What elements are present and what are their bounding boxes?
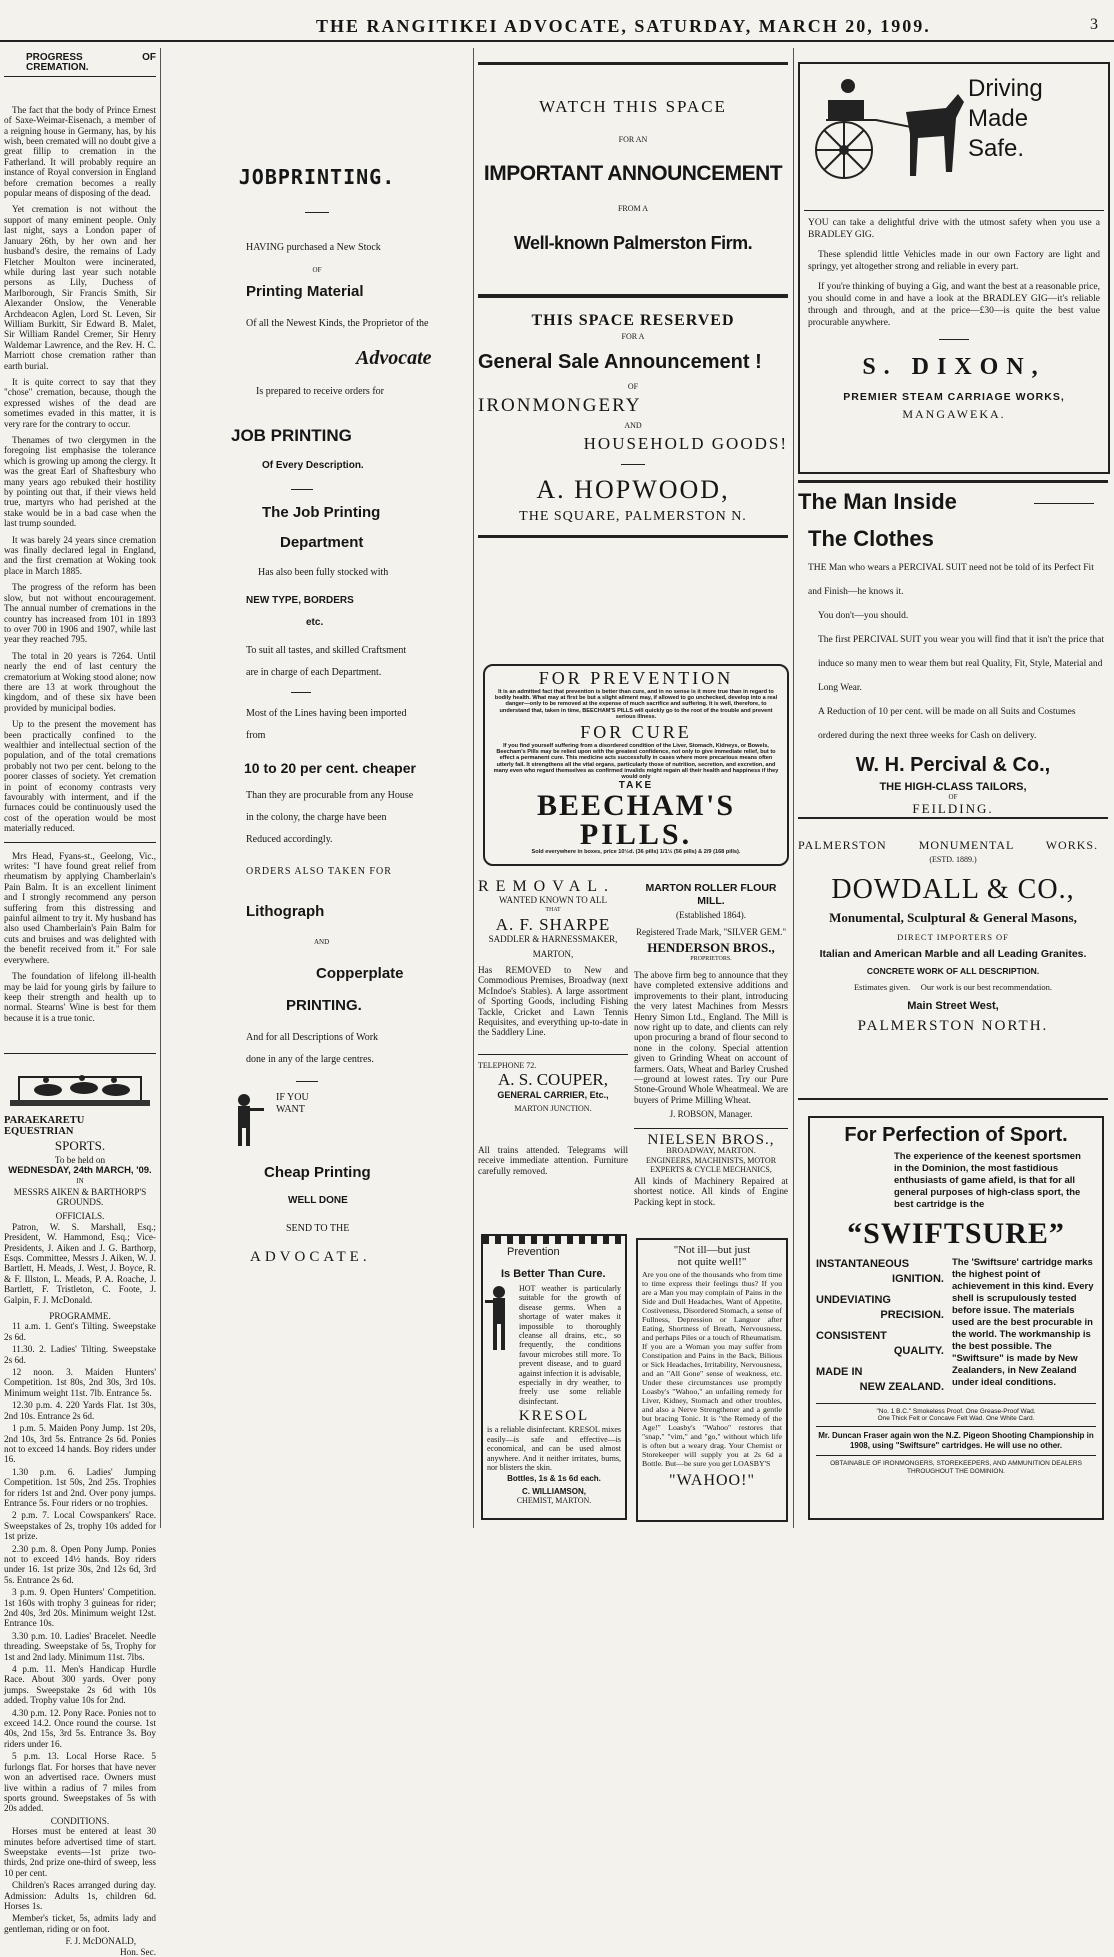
gig-ad bbox=[798, 62, 1110, 474]
of-label: OF bbox=[312, 266, 322, 274]
send-to: SEND TO THE bbox=[286, 1223, 350, 1234]
kresol-ad bbox=[481, 1234, 627, 1520]
prepared-text: Is prepared to receive orders for bbox=[256, 386, 384, 397]
and-label: AND bbox=[624, 421, 642, 430]
for-an: FOR AN bbox=[618, 135, 648, 144]
masthead bbox=[0, 10, 1114, 42]
monumental-ad bbox=[798, 838, 1108, 1100]
programme-item: 5 p.m. 13. Local Horse Race. 5 furlongs flat. For horses that have never won an advertised race. Owners must live within a radius of 7 miles from sports ground. Sweepstakes of 5s with 20s added. bbox=[4, 1751, 156, 1814]
copperplate: Copperplate bbox=[316, 965, 404, 982]
man-inside: The Man Inside bbox=[798, 489, 957, 514]
mill-established: (Established 1864). bbox=[676, 910, 746, 920]
kresol-title-1: Prevention bbox=[507, 1246, 560, 1258]
programme-item: 11.30. 2. Ladies' Tilting. Sweepstake 2s 6d. bbox=[4, 1344, 156, 1365]
conditions-heading: CONDITIONS. bbox=[50, 1815, 110, 1826]
signer-role: Hon. Sec. bbox=[120, 1946, 156, 1957]
hopwood-address: THE SQUARE, PALMERSTON N. bbox=[519, 509, 747, 524]
couper-place: MARTON JUNCTION. bbox=[514, 1104, 592, 1114]
newspaper-title: THE RANGITIKEI ADVOCATE, SATURDAY, MARCH 20, 1909. bbox=[316, 16, 931, 36]
nielsen-body: All kinds of Machinery Repaired at shortest notice. All kinds of Engine Packing kept in stock. bbox=[634, 1175, 788, 1207]
feature-new-zealand: NEW ZEALAND. bbox=[859, 1381, 944, 1393]
feature-undeviating: UNDEVIATING bbox=[816, 1294, 891, 1306]
wahoo-title-2: not quite well!" bbox=[677, 1256, 747, 1268]
stearns-paragraph: The foundation of lifelong ill-health may be laid for young girls by failure to keep their strength and health up to normal. Stearns' Wine is best for them because it is a true tonic. bbox=[4, 971, 156, 1023]
new-type: NEW TYPE, BORDERS bbox=[246, 595, 354, 606]
most-lines: Most of the Lines having been imported from bbox=[246, 708, 407, 741]
cheaper-heading: 10 to 20 per cent. cheaper bbox=[244, 760, 416, 776]
dowdall-name: DOWDALL & CO., bbox=[831, 874, 1075, 905]
kresol-chemist: C. WILLIAMSON, bbox=[522, 1487, 586, 1497]
feature-made-in: MADE IN bbox=[816, 1366, 863, 1378]
gig-para-1: YOU can take a delightful drive with the utmost safety when you use a BRADLEY GIG. bbox=[808, 218, 1100, 240]
conditions-item: Member's ticket, 5s, admits lady and gentleman, riding or on foot. bbox=[4, 1913, 156, 1934]
cure-text: If you find yourself suffering from a disordered condition of the Liver, Stomach, Kidneys, or Bowels, Beecham's Pills may be relied upon with the greatest confidence, not only to give immediate relief, but to effect a permanent cure. This medicine acts successfully in cases where more precarious means often utterly fail. It strengthens all the vital organs, particularly those of nutrition, secretion, and excretion, and many even who regard themselves as confirmed invalids might regain all their health and happiness if they would only bbox=[493, 743, 779, 781]
advocate-label: Advocate bbox=[356, 347, 432, 369]
mill-trademark: Registered Trade Mark, "SILVER GEM." bbox=[635, 926, 786, 937]
of-label: OF bbox=[627, 382, 639, 391]
article-paragraph: Yet cremation is not without the support of many eminent people. Only last night, says a London paper of January 26th, by her own and her husband's desire, the remains of Lady Fletcher Moulton were incinerated, while during last year such notable persons as Lily, Duchess of Marlborough, Sir Francis Smith, Sir Alexander Onslow, the Venerable Archdeacon Aglen, Lord St. Leven, Sir William Burkitt, Sir Edward B. Malet, Sir William Randel Cremer, Sir Henry Waldemar Lawrence, and the Rev. H. C. Marriott chose cremation rather than earth burial. bbox=[4, 204, 156, 371]
than-they: Than they are procurable from any House in the colony, the charge have been Reduced accordingly. bbox=[246, 790, 414, 845]
balm-paragraph: Mrs Head, Fyans-st., Geelong, Vic., writes: "I have found great relief from rheumatism by applying Chamberlain's Pain Balm. It is an excellent liniment and I strongly recommend any person suffering from this distressing and painful ailment to try it. My husband has also used Chamberlain's Pain Balm for cuts and bruises and was delighted with the benefit received from it." For sale everywhere. bbox=[4, 850, 156, 965]
palmerston-north: PALMERSTON NORTH. bbox=[857, 1018, 1049, 1034]
percival-para-1: THE Man who wears a PERCIVAL SUIT need not be told of its Perfect Fit and Finish—he knows it. bbox=[808, 563, 1094, 597]
ironmongery: IRONMONGERY bbox=[478, 395, 642, 416]
jobprinting-title: JOBPRINTING. bbox=[238, 165, 396, 189]
percival-para-3: The first PERCIVAL SUIT you wear you will find that it isn't the price that induce so many men to wear them but real Quality, Fit, Style, Material and Long Wear. bbox=[818, 635, 1104, 693]
made-word: Made bbox=[968, 105, 1029, 132]
palmerston-firm: Well-known Palmerston Firm. bbox=[513, 233, 753, 253]
beecham-ad bbox=[483, 664, 789, 866]
sports-subtitle: SPORTS. bbox=[54, 1137, 106, 1153]
programme-item: 3 p.m. 9. Open Hunters' Competition. 1st 160s with trophy 3 guineas for rider; 2nd 40s, 3rd 20s. Minimum weight 12st. Entrance 10s. bbox=[4, 1587, 156, 1629]
sharpe-trade: SADDLER & HARNESSMAKER, bbox=[488, 934, 618, 944]
signer: F. J. McDONALD, bbox=[65, 1936, 136, 1947]
swiftsure-ad bbox=[808, 1116, 1104, 1520]
feature-quality: QUALITY. bbox=[893, 1345, 944, 1357]
well-done: WELL DONE bbox=[288, 1195, 348, 1206]
if-you-want: IF YOU WANT bbox=[276, 1092, 309, 1115]
monumental-title: PALMERSTON MONUMENTAL WORKS. bbox=[798, 838, 1099, 852]
column-one bbox=[4, 48, 156, 1957]
lithograph: Lithograph bbox=[246, 903, 325, 920]
percival-name: W. H. Percival & Co., bbox=[855, 754, 1051, 776]
man-figure-illustration bbox=[483, 1284, 519, 1406]
gig-para-3: If you're thinking of buying a Gig, and want the best at a reasonable price, you should come in and have a look at the BRADLEY GIG—it's reliable through and through, and at the price—£30—is quite the best value procurable anywhere. bbox=[808, 282, 1100, 328]
the-clothes: The Clothes bbox=[808, 526, 934, 551]
programme-item: 12 noon. 3. Maiden Hunters' Competition. 1st 80s, 2nd 30s, 3rd 10s. Minimum weight 11st. 7lb. Entrance 5s. bbox=[4, 1367, 156, 1398]
programme-item: 12.30 p.m. 4. 220 Yards Flat. 1st 30s, 2nd 10s. Entrance 2s 6d. bbox=[4, 1400, 156, 1421]
programme-item: 4.30 p.m. 12. Pony Race. Ponies not to exceed 14.2. Once round the course. 1st 40s, 2nd 15s, 3rd 5s. Entrance 3s. Boy riders under 16. bbox=[4, 1707, 156, 1749]
kresol-price: Bottles, 1s & 1s 6d each. bbox=[507, 1474, 601, 1484]
kresol-body: HOT weather is particularly suitable for the growth of disease germs. When a shortage of water makes it impossible to thoroughly cleanse all drains, etc., so frequently, the conditions favour microbes still more. To prevent disease, and to guard against infection it is advisable, especially in dry weather, to freely use some reliable disinfectant. bbox=[519, 1284, 621, 1406]
article-paragraph: Up to the present the movement has been practically confined to the wealthier and intellectual section of the population, and of the total cremations probably not two per cent. belong to the poorer classes of society. Yet cremation in point of economy contrasts very favourably with interment, and if the furnaces could be continuously used the cost of the operation would be most materially reduced. bbox=[4, 719, 156, 834]
cheap-printing: Cheap Printing bbox=[264, 1164, 371, 1181]
wahoo-title-1: "Not ill—but just bbox=[673, 1244, 751, 1256]
swiftsure-note-1: "No. 1 B.C." Smokeless Proof. One Grease-Proof Wad. bbox=[876, 1408, 1036, 1415]
advocate-caps: ADVOCATE. bbox=[250, 1249, 371, 1265]
feature-consistent: CONSISTENT bbox=[816, 1330, 887, 1342]
programme-item: 2.30 p.m. 8. Open Pony Jump. Ponies not to exceed 14½ hands. Boy riders under 16. 1st prize 30s, 2nd 12s 6d, 3rd 5s. Entrance 2s 6d. bbox=[4, 1543, 156, 1585]
suit-tastes: To suit all tastes, and skilled Craftsment are in charge of each Department. bbox=[246, 645, 407, 678]
henderson-bros: HENDERSON BROS., bbox=[647, 940, 775, 955]
article-paragraph: It was barely 24 years since cremation was finally declared legal in England, and the first cremation at Woking took place in March 1885. bbox=[4, 534, 156, 576]
masons-trade: Monumental, Sculptural & General Masons, bbox=[829, 910, 1077, 925]
prevention-text: It is an admitted fact that prevention is better than cure, and in no sense is it more true than in regard to bodily health. What may at first be but a slight ailment may, if allowed to go unchecked, develop into a real danger—only to be removed at the expense of much sacrifice and suffering. It is well, therefore, to understand that, taken in time, BEECHAM'S PILLS will quickly go to the root of the trouble and prevent serious illness. bbox=[494, 689, 778, 720]
jobprinting-intro: HAVING purchased a New Stock bbox=[246, 242, 381, 253]
swiftsure-note-2: One Thick Felt or Concave Felt Wad. One White Card. bbox=[877, 1415, 1035, 1422]
wahoo-ad bbox=[636, 1238, 788, 1522]
hopwood-name: A. HOPWOOD, bbox=[536, 475, 730, 504]
programme-list bbox=[4, 1321, 156, 1813]
officials-list: Patron, W. S. Marshall, Esq.; President, W. Hammond, Esq.; Vice-Presidents, J. Aiken and J. G. Barthorp, Esqs. Committee, Messrs J. Aiken, W. J. Bartlett, H. Meads, J. West, J. Boyce, R. & F. Illston, L. Meads, P. A. Roache, J. Bartlett, F. Tristleton, C. Foote, J. Galpin, F. J. McDonald. bbox=[4, 1221, 156, 1305]
kresol-name: KRESOL bbox=[518, 1408, 590, 1425]
sharpe-body: Has REMOVED to New and Commodious Premises, Broadway (next McIndoe's Stables). A large assortment of Sporting Goods, including Fishing Tackle, Cricket and Lawn Tennis Requisites, and everything up-to-date in the Saddlery Line. bbox=[478, 965, 628, 1038]
article-paragraph: The progress of the reform has been slow, but not without encouragement. The annual number of cremations in the country has increased from 101 in 1893 to over 700 in 1906 and 1907, while last year they reached 795. bbox=[4, 582, 156, 645]
couper-telephone: TELEPHONE 72. bbox=[478, 1060, 537, 1070]
orders-taken: ORDERS ALSO TAKEN FOR bbox=[246, 866, 392, 877]
couper-name: A. S. COUPER, bbox=[497, 1070, 609, 1090]
article-paragraph: The fact that the body of Prince Ernest of Saxe-Weimar-Eisenach, a member of a reigning house in Germany, has, by his wish, been cremated will no doubt give a great fillip to cremation in the Fatherland. It will probably require an instance of Royal conversion in England before cremation becomes a really popular means of disposing of the dead. bbox=[4, 104, 156, 199]
column-rule bbox=[160, 48, 161, 1528]
sharpe-town: MARTON, bbox=[532, 948, 574, 959]
stocked-text: Has also been fully stocked with bbox=[258, 567, 389, 578]
and-label: AND bbox=[314, 938, 330, 946]
fraser-note: Mr. Duncan Fraser again won the N.Z. Pigeon Shooting Championship in 1908, using "Swiftsure" cartridges. He will use no other. bbox=[818, 1431, 1094, 1450]
article-paragraph: Thenames of two clergymen in the foregoing list emphasise the tolerance which is growing up among the clergy. It was the great Earl of Shaftesbury who many years ago rebuked their hostility by pointing out that, if their views held true, martyrs who had perished at the stake would be in a bad case when the last trump sounded. bbox=[4, 435, 156, 529]
beechams-name: BEECHAM'S bbox=[536, 789, 736, 823]
take-label: TAKE bbox=[618, 780, 654, 792]
article-paragraph: The total in 20 years is 7264. Until nearly the end of last century the crematorium at Woking stood alone; now there are 13 at work throughout the kingdom, and of these six have been provided by municipal bodies. bbox=[4, 650, 156, 713]
pills-name: PILLS. bbox=[579, 818, 693, 852]
general-sale: General Sale Announcement ! bbox=[478, 351, 762, 373]
sharpe-name: A. F. SHARPE bbox=[495, 914, 611, 934]
kresol-title-2: Is Better Than Cure. bbox=[501, 1268, 606, 1280]
obtainable-note: OBTAINABLE OF IRONMONGERS, STOREKEEPERS, AND AMMUNITION DEALERS THROUGHOUT THE DOMINION. bbox=[830, 1460, 1082, 1475]
swiftsure-name: “SWIFTSURE” bbox=[847, 1217, 1065, 1250]
of-label: OF bbox=[948, 793, 958, 801]
carriage-works: PREMIER STEAM CARRIAGE WORKS, bbox=[843, 391, 1065, 403]
wanted-known: WANTED KNOWN TO ALL bbox=[499, 894, 607, 905]
feature-ignition: IGNITION. bbox=[892, 1273, 944, 1285]
nielsen-trade: ENGINEERS, MACHINISTS, MOTOR EXPERTS & CYCLE MECHANICS, bbox=[645, 1155, 777, 1174]
programme-item: 1 p.m. 5. Maiden Pony Jump. 1st 20s, 2nd 10s, 3rd 5s. Entrance 2s 6d. Ponies not to exceed 14 hands. Boy riders under 16. bbox=[4, 1423, 156, 1465]
pointing-man-illustration bbox=[226, 1092, 266, 1157]
printing-material: Printing Material bbox=[246, 283, 364, 300]
gig-para-2: These splendid little Vehicles made in our own Factory are light and springy, yet altogether strong and reliable in every part. bbox=[808, 250, 1100, 272]
mangaweka: MANGAWEKA. bbox=[902, 407, 1006, 421]
from-a: FROM A bbox=[617, 204, 648, 213]
cremation-title: PROGRESS OF CREMATION. bbox=[4, 48, 156, 77]
column-two bbox=[166, 48, 468, 1528]
sold-everywhere: Sold everywhere in boxes, price 10½d. (36 pills) 1/1½ (56 pills) & 2/9 (168 pills). bbox=[531, 849, 741, 856]
percival-para-2: You don't—you should. bbox=[818, 611, 909, 621]
sports-where: MESSRS AIKEN & BARTHORP'S GROUNDS. bbox=[13, 1186, 147, 1207]
feature-precision: PRECISION. bbox=[880, 1309, 944, 1321]
wahoo-name: "WAHOO!" bbox=[669, 1472, 755, 1489]
article-paragraph: It is quite correct to say that they "chose" cremation, because, though the expressed wishes of the dead are sometimes evaded in this matter, it is very rare for the contrary to occur. bbox=[4, 376, 156, 429]
etc-label: etc. bbox=[306, 617, 324, 628]
percival-ad bbox=[798, 480, 1108, 819]
page-number: 3 bbox=[1090, 16, 1098, 33]
percival-para-4: A Reduction of 10 per cent. will be made on all Suits and Costumes ordered during the next three weeks for Cash on delivery. bbox=[818, 707, 1076, 741]
driving-made-safe bbox=[968, 74, 1043, 164]
cremation-article bbox=[4, 105, 156, 834]
for-prevention: FOR PREVENTION bbox=[538, 668, 734, 688]
swiftsure-description: The 'Swiftsure' cartridge marks the highest point of achievement in this kind. Every shell is scrupulously tested before issue. The materials used are the best procurable in the world. The workmanship is the best possible. The "Swiftsure" is made by New Zealanders, in New Zealand under ideal conditions. bbox=[952, 1257, 1094, 1388]
kresol-place: CHEMIST, MARTON. bbox=[516, 1496, 592, 1506]
horse-gig-illustration bbox=[806, 72, 966, 201]
printing-label: PRINTING. bbox=[286, 997, 362, 1014]
sports-in: IN bbox=[76, 1177, 84, 1186]
column-rule bbox=[793, 48, 794, 1528]
mill-title: MARTON ROLLER FLOUR MILL. bbox=[645, 882, 777, 907]
feilding: FEILDING. bbox=[912, 801, 994, 816]
kresol-body-2: is a reliable disinfectant. KRESOL mixes easily—is safe and effective—is economical, and can be used almost anywhere. And it neither irritates, burns, nor blisters the skin. bbox=[487, 1425, 621, 1472]
programme-item: 11 a.m. 1. Gent's Tilting. Sweepstake 2s 6d. bbox=[4, 1321, 156, 1342]
mill-manager: J. ROBSON, Manager. bbox=[669, 1109, 753, 1120]
officials-heading: OFFICIALS. bbox=[55, 1211, 105, 1222]
dixon-name: S. DIXON, bbox=[862, 354, 1046, 380]
wahoo-body: Are you one of the thousands who from time to time express their feelings thus? If you are a Man you may complain of Pains in the Side and Dull Headaches, Want of Appetite, Costiveness, Disordered Stomach, a sense of Fullness, Depression or Languor after Eating, Shortness of Breath, Nervousness, and perhaps Piles or a touch of Rheumatism. If you are a Woman you may suffer from Constipation and Pains in the Back, Bilious or Sick Headaches, Irritability, Nervousness, and an "All Gone" sense of weakness, etc. Under these circumstances use promptly Loasby's "Wahoo," an unfailing remedy for Liver, Kidney, Stomach and other troubles, and also a Nerve Strengthener and a gentle but bracing Tonic. It is "the Remedy of the Age!" Loasby's "Wahoo" restores that "snap," "vim," and "go," without which life is often but a weary drag. Your Chemist or Storekeeper will supply you at 2s 6d a Bottle. But—be sure you get LOASBY'S bbox=[642, 1270, 782, 1468]
space-reserved: THIS SPACE RESERVED bbox=[531, 312, 735, 329]
mill-body: The above firm beg to announce that they have completed extensive additions and improvements to their plant, introducing the very latest Machines from Messrs Henry Simon Ltd., England. The Mill is now right up to date, and clients can rely upon procuring a brand of flour second to none in the colony. Special attention given to Grinding Wheat on account of farmers. Oats, Wheat and Barley Crushed—ground at lowest rates. Try our Pure Stone-Ground Whole Wheatmeal. We are buyers of Prime Milling Wheat. bbox=[634, 970, 788, 1105]
for-cure: FOR CURE bbox=[580, 722, 692, 743]
watch-space: WATCH THIS SPACE bbox=[539, 97, 727, 116]
marble-granites: Italian and American Marble and all Leading Granites. bbox=[819, 948, 1087, 960]
concrete-work: CONCRETE WORK OF ALL DESCRIPTION. bbox=[866, 966, 1040, 976]
job-dept-2: Department bbox=[280, 534, 364, 551]
monumental-est: (ESTD. 1889.) bbox=[929, 855, 977, 864]
descriptions-text: And for all Descriptions of Work done in any of the large centres. bbox=[246, 1032, 379, 1065]
swiftsure-intro: The experience of the keenest sportsmen in the Dominion, the most fastidious enthusiasts of game afield, is that for all general purposes of high-class sport, the best cartridge is the bbox=[894, 1151, 1081, 1210]
sports-date: WEDNESDAY, 24th MARCH, '09. bbox=[8, 1164, 152, 1176]
for-a: FOR A bbox=[621, 332, 645, 341]
every-description: Of Every Description. bbox=[262, 460, 364, 471]
direct-importers: DIRECT IMPORTERS OF bbox=[897, 932, 1009, 942]
programme-item: 2 p.m. 7. Local Cowspankers' Race. Sweepstakes of 2s, trophy 10s added for 1st prize. bbox=[4, 1510, 156, 1542]
high-class-tailors: THE HIGH-CLASS TAILORS, bbox=[879, 781, 1027, 793]
couper-trade: GENERAL CARRIER, Etc., bbox=[497, 1089, 609, 1100]
sports-when: To be held on bbox=[54, 1155, 106, 1166]
programme-item: 1.30 p.m. 6. Ladies' Jumping Competition. 1st 50s, 2nd 25s. Trophies for riders 1st and 2nd. Over pony jumps. Entrance 5s. Four riders or no trophies. bbox=[4, 1466, 156, 1508]
programme-item: 4 p.m. 11. Men's Handicap Hurdle Race. About 300 yards. Over pony jumps. Sweepstake 2s 6d with 10s added. Trophy value 10s for 2nd. bbox=[4, 1664, 156, 1706]
perfection-of-sport: For Perfection of Sport. bbox=[844, 1124, 1068, 1146]
programme-item: 3.30 p.m. 10. Ladies' Bracelet. Needle threading. Sweepstake of 5s, Trophy for 1st and 2nd lady. Minimum 11st. 7lbs. bbox=[4, 1630, 156, 1662]
that-label: THAT bbox=[545, 907, 561, 913]
swiftsure-features bbox=[816, 1257, 944, 1395]
job-dept-1: The Job Printing bbox=[262, 504, 381, 521]
safe-word: Safe. bbox=[968, 135, 1025, 162]
horse-race-illustration bbox=[4, 1060, 156, 1112]
nielsen-address: BROADWAY, MARTON. bbox=[666, 1145, 756, 1156]
removal-heading: REMOVAL. bbox=[478, 878, 616, 895]
couper-body: All trains attended. Telegrams will receive immediate attention. Furniture carefully removed. bbox=[478, 1144, 628, 1176]
feature-instantaneous: INSTANTANEOUS bbox=[816, 1258, 910, 1270]
of-all-kinds: Of all the Newest Kinds, the Proprietor of the bbox=[246, 318, 429, 329]
conditions-item: Horses must be entered at least 30 minutes before advertised time of start. Sweepstake events—1st prize two-thirds, 2nd prize one-third of sweep, less 10 per cent. bbox=[4, 1826, 156, 1878]
household-goods: HOUSEHOLD GOODS! bbox=[583, 434, 788, 453]
important-announcement: IMPORTANT ANNOUNCEMENT bbox=[483, 162, 783, 185]
estimates-given: Estimates given. Our work is our best recommendation. bbox=[853, 982, 1053, 992]
main-street: Main Street West, bbox=[907, 1000, 999, 1012]
driving-word: Driving bbox=[968, 75, 1043, 102]
proprietors-label: PROPRIETORS. bbox=[690, 955, 732, 962]
column-rule bbox=[473, 48, 474, 1528]
sports-title: PARAEKARETU EQUESTRIAN bbox=[4, 1115, 85, 1137]
job-printing-heading: JOB PRINTING bbox=[231, 426, 352, 445]
conditions-item: Children's Races arranged during day. Admission: Adults 1s, children 6d. Horses 1s. bbox=[4, 1880, 156, 1911]
nielsen-name: NIELSEN BROS., bbox=[647, 1131, 775, 1148]
programme-heading: PROGRAMME. bbox=[49, 1311, 111, 1322]
